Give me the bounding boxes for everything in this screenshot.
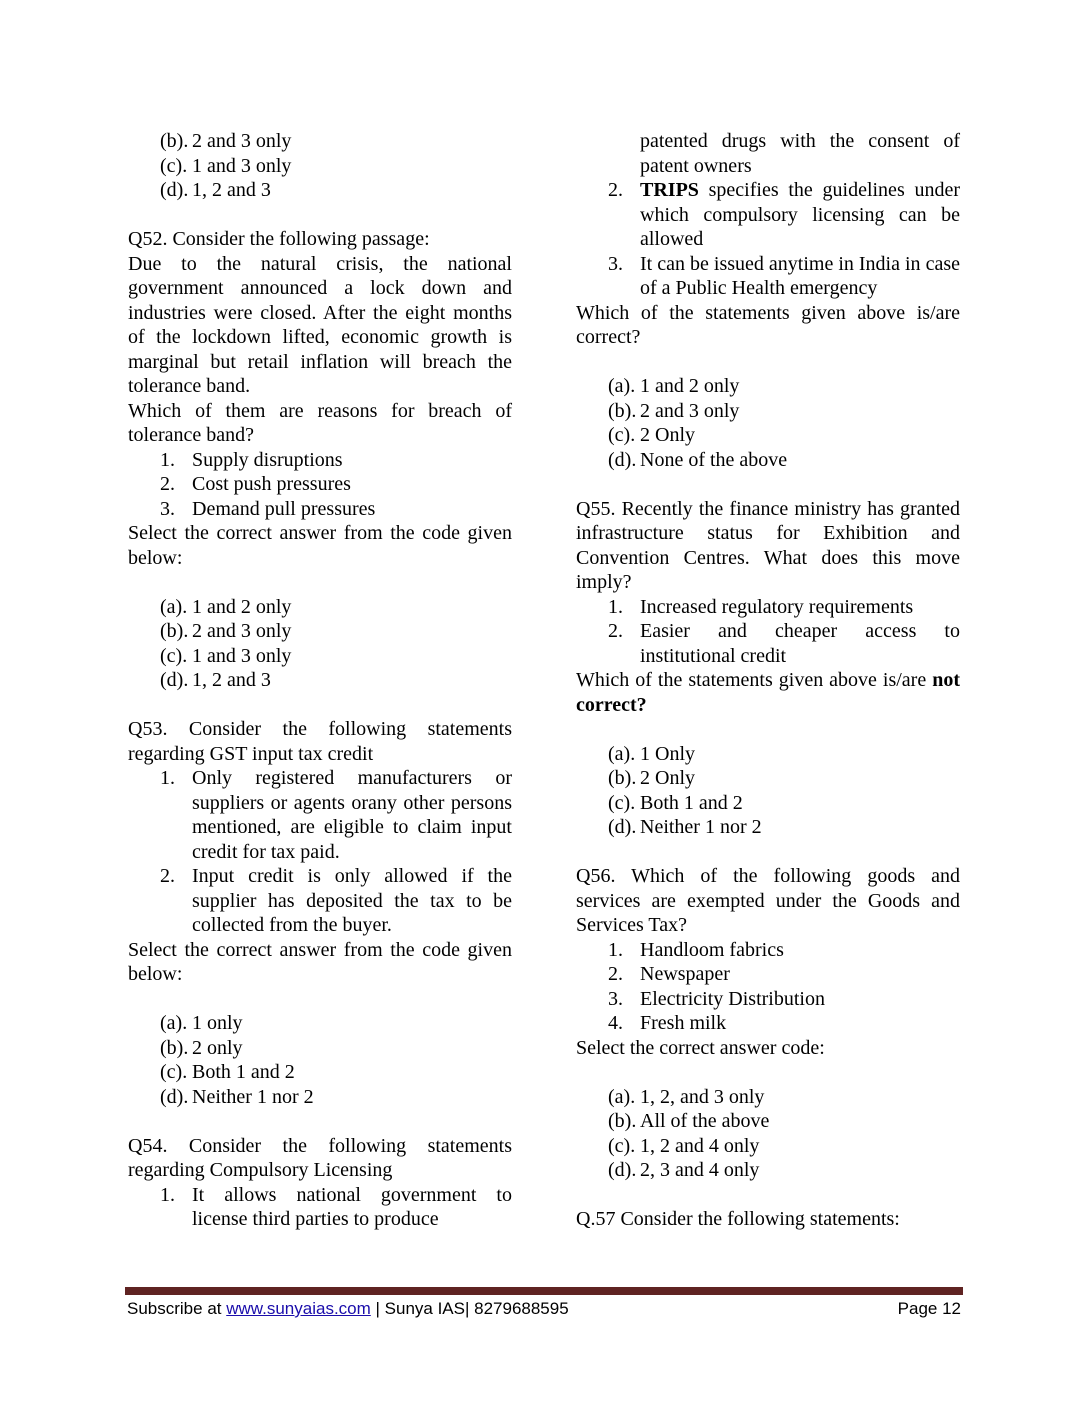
item-label: 2. [608,179,623,201]
paragraph-text: Q54. Consider the following statements regarding Compulsory Licensing [128,1134,512,1181]
blank-line [576,1060,960,1085]
footer-rule [125,1287,963,1295]
item-text: 1 only [192,1012,243,1034]
item-text: 2 and 3 only [192,130,292,152]
item-text: 2 Only [640,767,695,789]
paragraph [576,1036,960,1061]
item-text: Input credit is only allowed if the supplier has deposited the tax to be collected from the buyer. [192,865,512,936]
item-label: (c). [608,791,636,814]
item-text: Supply disruptions [192,448,343,471]
item-text: Easier and cheaper access to institutional credit [640,620,960,667]
item-text: 1 Only [640,742,695,765]
list-item [576,619,960,668]
answer-option [576,1109,960,1134]
item-text: Handloom fabrics [640,938,784,961]
paragraph [128,227,512,252]
answer-option [128,1036,512,1061]
answer-option [576,374,960,399]
item-label: (b). [160,130,189,152]
item-label: 2. [160,473,175,495]
paragraph [576,301,960,350]
item-text: 1 and 3 only [192,644,292,667]
list-item [576,178,960,252]
blank-line [128,203,512,228]
paragraph-text: Which of the statements given above is/are correct? [576,301,960,348]
answer-option [128,644,512,669]
item-label: 2. [160,865,175,887]
page-number: Page 12 [897,1299,961,1318]
list-item [576,129,960,178]
paragraph [576,1207,960,1232]
answer-option [128,154,512,179]
item-text: Demand pull pressures [192,497,376,520]
answer-option [128,595,512,620]
item-label: (a). [608,375,636,397]
list-item [128,864,512,938]
item-label: (d). [160,669,189,691]
item-label: (b). [608,1110,637,1132]
answer-option [576,1158,960,1183]
item-label: 1. [160,448,175,471]
item-label: (c). [160,644,188,667]
item-text: Fresh milk [640,1012,727,1034]
item-text: 2 and 3 only [192,620,292,642]
paragraph-text: Q55. Recently the finance ministry has granted infrastructure status for Exhibition and Convention Centres. What does this move imply? [576,497,960,593]
item-text: 1, 2, and 3 only [640,1085,765,1108]
item-label: (b). [160,620,189,642]
list-item [576,252,960,301]
answer-option [576,742,960,767]
item-text: 1 and 2 only [192,595,292,618]
list-item [576,987,960,1012]
list-item [128,448,512,473]
paragraph [128,1134,512,1183]
item-text: 1 and 3 only [192,154,292,177]
paragraph [576,864,960,938]
answer-option [576,1134,960,1159]
item-text: 1, 2 and 4 only [640,1134,760,1157]
answer-option [576,1085,960,1110]
paragraph-text: Q.57 Consider the following statements: [576,1208,900,1230]
item-label: (d). [608,816,637,838]
item-text: 2 Only [640,424,695,446]
item-label: (d). [608,1159,637,1181]
item-text: It allows national government to license third parties to produce [192,1183,512,1230]
blank-line [128,1109,512,1134]
blank-line [576,1183,960,1208]
blank-line [128,570,512,595]
item-label: (b). [608,767,637,789]
answer-option [576,399,960,424]
item-label: (a). [160,595,188,618]
answer-option [576,766,960,791]
answer-option [128,619,512,644]
item-text: Electricity Distribution [640,987,825,1010]
item-label: 2. [608,963,623,985]
paragraph [576,497,960,595]
item-label: (c). [160,154,188,177]
item-label: 1. [160,767,175,789]
item-label: (a). [608,1085,636,1108]
item-text: Cost push pressures [192,473,351,495]
item-label: (d). [160,179,189,201]
paragraph [128,521,512,570]
item-label: 3. [608,987,623,1010]
list-item [576,595,960,620]
answer-option [576,815,960,840]
page-footer [127,1297,961,1321]
answer-option [128,668,512,693]
item-text: Only registered manufacturers or suppliers or agents orany other persons mentioned, are eligible to claim input credit for tax paid. [192,767,512,863]
item-text: 1, 2 and 3 [192,179,271,201]
answer-option [576,423,960,448]
paragraph-text: Due to the natural crisis, the national government announced a lock down and industries were closed. After the eight months of the lockdown lifted, economic growth is marginal but retail inflation will breach the tolerance band. [128,252,512,397]
blank-line [576,472,960,497]
answer-option [576,791,960,816]
item-text: Increased regulatory requirements [640,595,914,618]
answer-option [128,129,512,154]
item-label: 1. [608,938,623,961]
list-item [576,1011,960,1036]
item-label: (a). [160,1012,188,1034]
paragraph-text: Q56. Which of the following goods and services are exempted under the Goods and Services Tax? [576,865,960,936]
item-label: 3. [608,252,623,275]
website-link[interactable]: www.sunyaias.com [226,1299,371,1318]
item-text: Both 1 and 2 [192,1061,295,1083]
left-column [128,129,512,1232]
item-label: 4. [608,1012,623,1034]
blank-line [128,987,512,1012]
paragraph-text: Select the correct answer from the code given below: [128,522,512,569]
list-item [128,1183,512,1232]
paragraph [128,938,512,987]
list-item [576,938,960,963]
item-label: 3. [160,497,175,520]
item-text: specifies the guidelines under which compulsory licensing can be allowed [640,179,960,250]
bold-text: not correct? [576,669,960,716]
item-text: 1 and 2 only [640,375,740,397]
answer-option [128,1085,512,1110]
blank-line [576,717,960,742]
item-label: (b). [608,399,637,422]
right-column [576,129,960,1232]
item-text: It can be issued anytime in India in case of a Public Health emergency [640,252,960,299]
answer-option [128,178,512,203]
item-text: Newspaper [640,963,730,985]
answer-option [576,448,960,473]
paragraph [576,668,960,717]
item-label: (d). [160,1085,189,1108]
paragraph [128,252,512,399]
paragraph-text: Select the correct answer code: [576,1036,825,1059]
item-text: 2 and 3 only [640,399,740,422]
answer-option [128,1011,512,1036]
item-text: 2 only [192,1036,243,1059]
paragraph-text: Which of them are reasons for breach of tolerance band? [128,399,512,446]
item-label: (c). [608,424,636,446]
footer-contact: | Sunya IAS| 8279688595 [370,1299,569,1318]
item-text: None of the above [640,448,788,471]
paragraph [128,717,512,766]
list-item [128,497,512,522]
answer-option [128,1060,512,1085]
paragraph-text: Select the correct answer from the code given below: [128,938,512,985]
blank-line [576,840,960,865]
item-text: Neither 1 nor 2 [640,816,762,838]
item-text: 1, 2 and 3 [192,669,271,691]
blank-line [128,693,512,718]
footer-subscribe [127,1297,569,1321]
item-text: Both 1 and 2 [640,791,743,814]
item-text: All of the above [640,1110,770,1132]
item-label: 1. [160,1183,175,1206]
item-label: (d). [608,448,637,471]
list-item [128,472,512,497]
item-text: Neither 1 nor 2 [192,1085,314,1108]
bold-text: TRIPS [640,179,699,201]
item-text: patented drugs with the consent of patent owners [640,130,960,177]
item-text: 2, 3 and 4 only [640,1159,760,1181]
blank-line [576,350,960,375]
paragraph [128,399,512,448]
paragraph-text: Q53. Consider the following statements regarding GST input tax credit [128,718,512,765]
item-label: 1. [608,595,623,618]
item-label: (b). [160,1036,189,1059]
item-label: (c). [608,1134,636,1157]
item-label: (a). [608,742,636,765]
footer-prefix: Subscribe at [127,1299,227,1318]
list-item [128,766,512,864]
paragraph-text: Which of the statements given above is/are [576,669,933,691]
list-item [576,962,960,987]
item-label: (c). [160,1061,188,1083]
item-label: 2. [608,620,623,642]
paragraph-text: Q52. Consider the following passage: [128,228,430,250]
